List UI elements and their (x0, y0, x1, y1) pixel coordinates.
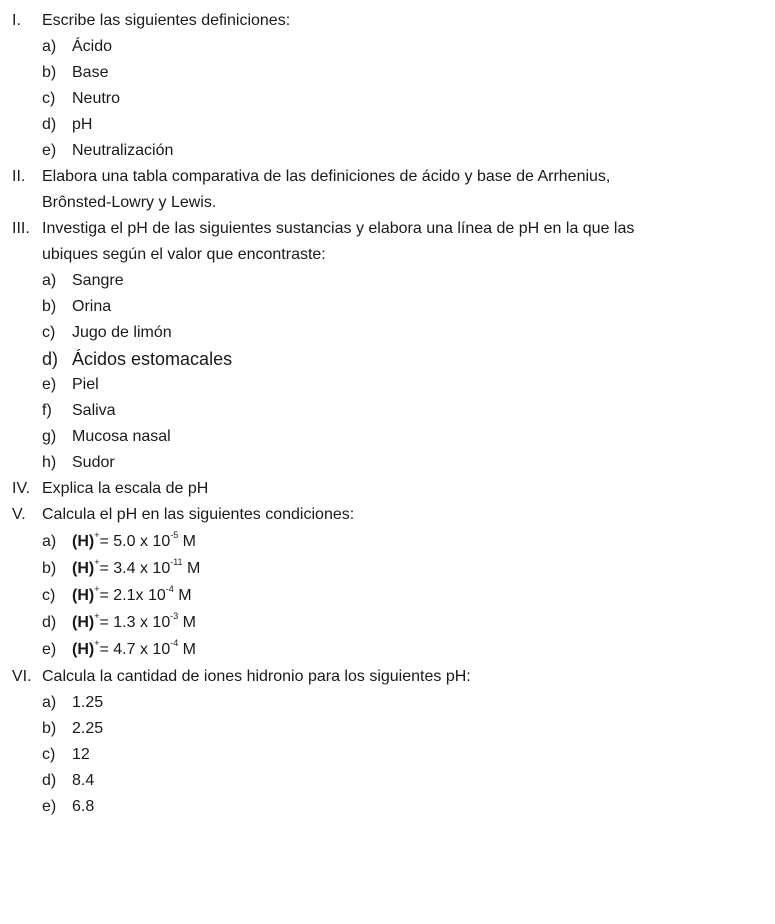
item-text: 1.25 (72, 694, 104, 711)
item-letter: a) (42, 38, 57, 55)
ion-charge: + (94, 584, 100, 594)
hydrogen-ion: (H) (72, 560, 95, 577)
ion-charge: + (94, 638, 100, 648)
item-letter: c) (42, 324, 56, 341)
section-number: III. (12, 220, 30, 237)
section-prompt: Calcula la cantidad de iones hidronio para los siguientes pH: (42, 668, 471, 685)
unit: M (178, 641, 197, 658)
item-letter: f) (42, 402, 52, 419)
item-letter: c) (42, 90, 56, 107)
item-letter: d) (42, 772, 57, 789)
hydrogen-ion: (H) (72, 641, 95, 658)
item-letter: a) (42, 533, 57, 550)
item-text: Sudor (72, 454, 115, 471)
exponent: -4 (165, 584, 174, 594)
item-text: 6.8 (72, 798, 95, 815)
concentration-formula (72, 532, 196, 552)
mantissa: 2.1x 10 (113, 587, 166, 604)
item-letter: b) (42, 64, 57, 81)
item-letter: g) (42, 428, 57, 445)
unit: M (178, 533, 197, 550)
section-prompt-line: ubiques según el valor que encontraste: (42, 246, 326, 263)
item-text: Piel (72, 376, 99, 393)
equals-sign: = (99, 533, 114, 550)
item-letter: c) (42, 587, 56, 604)
mantissa: 4.7 x 10 (113, 641, 171, 658)
item-text: 12 (72, 746, 90, 763)
ion-charge: + (94, 557, 100, 567)
unit: M (173, 587, 192, 604)
item-letter: a) (42, 694, 57, 711)
item-text: Orina (72, 298, 112, 315)
exponent: -4 (170, 638, 179, 648)
section-number: VI. (12, 668, 32, 685)
concentration-formula (72, 559, 200, 579)
unit: M (178, 614, 197, 631)
item-letter: d) (42, 349, 59, 369)
section-prompt: Calcula el pH en las siguientes condiciones: (42, 506, 355, 523)
exponent: -5 (170, 530, 179, 540)
equals-sign: = (99, 587, 114, 604)
item-letter: h) (42, 454, 57, 471)
hydrogen-ion: (H) (72, 533, 95, 550)
item-text: Base (72, 64, 109, 81)
mantissa: 5.0 x 10 (113, 533, 171, 550)
item-text: Ácido (72, 38, 113, 55)
item-letter: e) (42, 376, 57, 393)
section-prompt: Explica la escala de pH (42, 480, 209, 497)
item-text: Sangre (72, 272, 124, 289)
concentration-formula (72, 640, 196, 660)
item-letter: e) (42, 142, 57, 159)
hydrogen-ion: (H) (72, 587, 95, 604)
section-prompt: Investiga el pH de las siguientes sustancias y elabora una línea de pH en la que las (42, 220, 635, 237)
concentration-formula (72, 613, 196, 633)
item-text: Ácidos estomacales (72, 349, 233, 369)
section-prompt: Elabora una tabla comparativa de las definiciones de ácido y base de Arrhenius, (42, 168, 611, 185)
item-letter: c) (42, 746, 56, 763)
concentration-formula (72, 586, 192, 606)
ion-charge: + (94, 611, 100, 621)
item-letter: b) (42, 720, 57, 737)
item-text: Mucosa nasal (72, 428, 171, 445)
equals-sign: = (99, 560, 114, 577)
item-text: 8.4 (72, 772, 95, 789)
item-letter: b) (42, 560, 57, 577)
equals-sign: = (99, 641, 114, 658)
section-number: V. (12, 506, 26, 523)
item-text: 2.25 (72, 720, 104, 737)
item-text: Saliva (72, 402, 116, 419)
section-number: II. (12, 168, 26, 185)
exponent: -3 (170, 611, 179, 621)
equals-sign: = (99, 614, 114, 631)
section-prompt: Escribe las siguientes definiciones: (42, 12, 291, 29)
section-number: IV. (12, 480, 31, 497)
item-letter: d) (42, 116, 57, 133)
item-text: pH (72, 116, 93, 133)
item-letter: b) (42, 298, 57, 315)
item-letter: e) (42, 641, 57, 658)
exponent: -11 (170, 557, 183, 567)
item-text: Neutro (72, 90, 121, 107)
mantissa: 1.3 x 10 (113, 614, 171, 631)
item-text: Jugo de limón (72, 324, 172, 341)
item-letter: e) (42, 798, 57, 815)
item-letter: a) (42, 272, 57, 289)
section-number: I. (12, 12, 21, 29)
unit: M (182, 560, 201, 577)
section-prompt-line: Brônsted-Lowry y Lewis. (42, 194, 217, 211)
item-text: Neutralización (72, 142, 174, 159)
ion-charge: + (94, 530, 100, 540)
mantissa: 3.4 x 10 (113, 560, 171, 577)
hydrogen-ion: (H) (72, 614, 95, 631)
item-letter: d) (42, 614, 57, 631)
